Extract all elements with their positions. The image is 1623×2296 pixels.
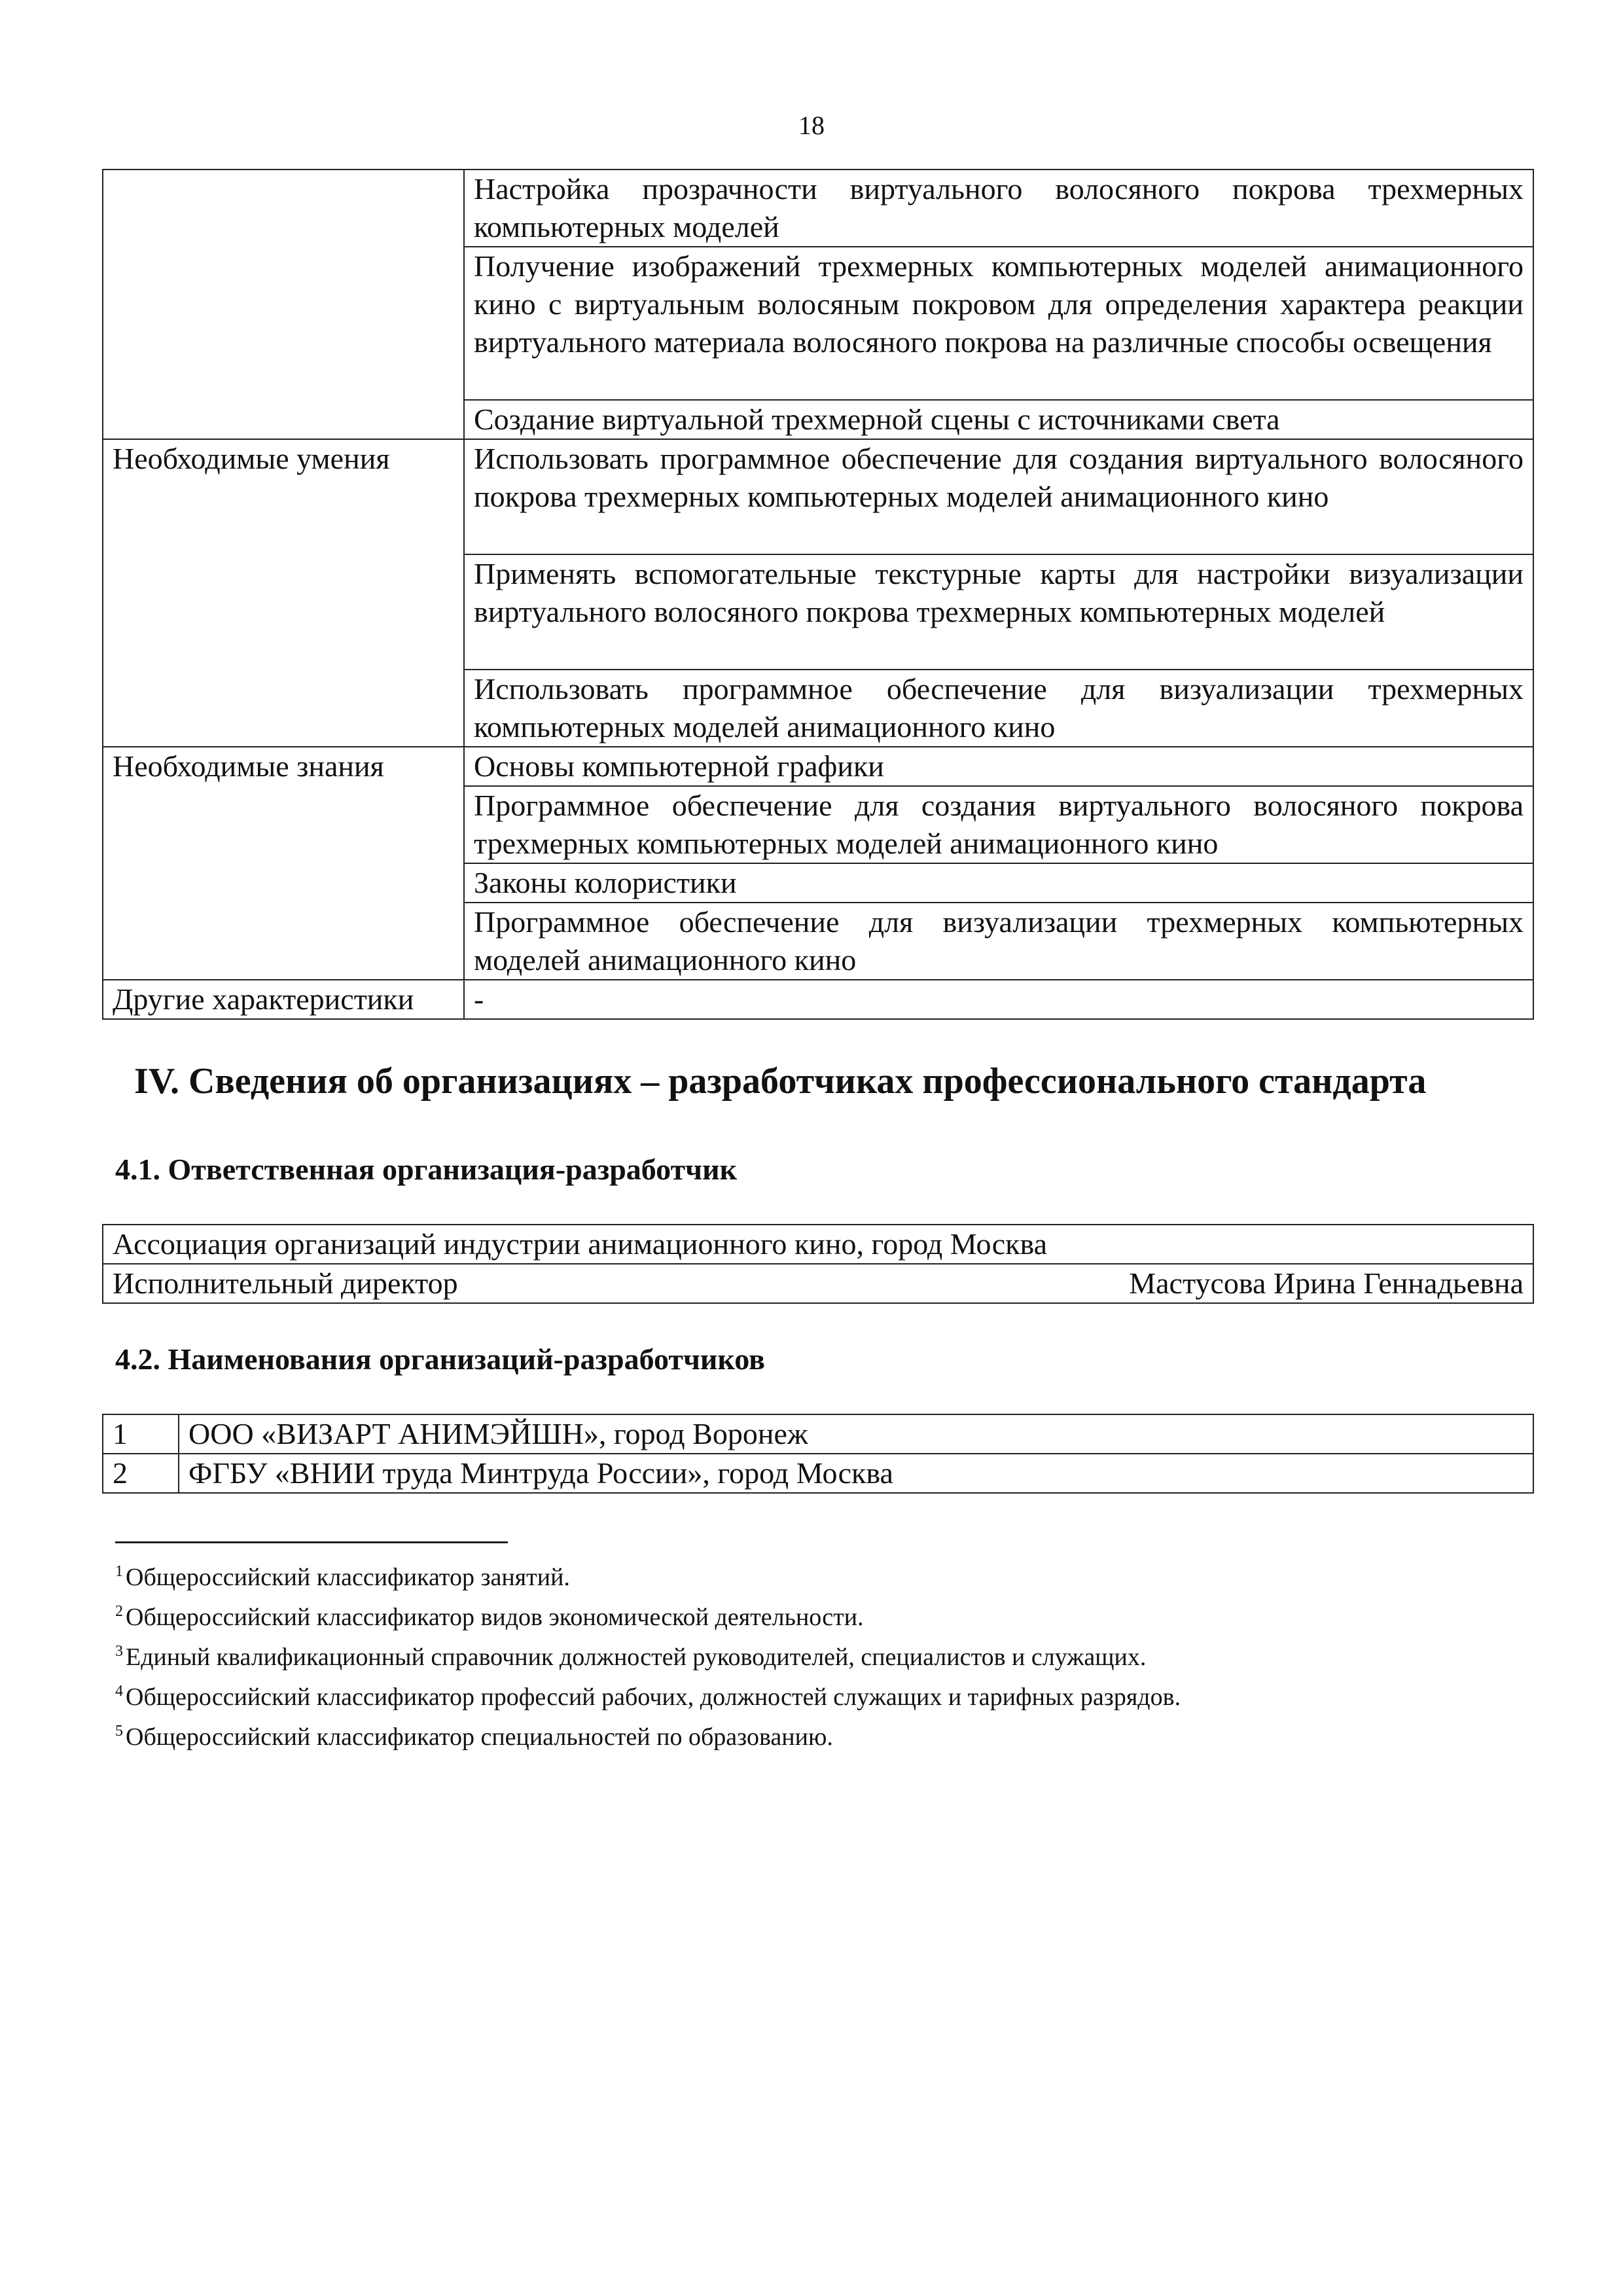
row-text: Программное обеспечение для визуализации трехмерных компьютерных моделей анимационного кино bbox=[464, 903, 1533, 980]
table-row bbox=[103, 670, 1533, 747]
footnote-text: Общероссийский классификатор специальностей по образованию. bbox=[126, 1723, 833, 1751]
row-label: Необходимые знания bbox=[103, 747, 464, 786]
row-text: Программное обеспечение для создания виртуального волосяного покрова трехмерных компьютерных моделей анимационного кино bbox=[464, 786, 1533, 863]
footnote-text: Общероссийский классификатор видов экономической деятельности. bbox=[126, 1604, 864, 1631]
table-row bbox=[103, 439, 1533, 554]
row-text: Использовать программное обеспечение для визуализации трехмерных компьютерных моделей анимационного кино bbox=[464, 670, 1533, 747]
row-label bbox=[103, 863, 464, 903]
row-label bbox=[103, 554, 464, 670]
director-position: Исполнительный директор bbox=[113, 1266, 458, 1300]
footnote-number: 4 bbox=[115, 1683, 123, 1700]
row-text: Создание виртуальной трехмерной сцены с источниками света bbox=[464, 400, 1533, 439]
footnote-text: Общероссийский классификатор занятий. bbox=[126, 1564, 570, 1591]
developers-table bbox=[102, 1414, 1534, 1494]
footnote-text: Общероссийский классификатор профессий рабочих, должностей служащих и тарифных разрядов. bbox=[126, 1683, 1181, 1711]
row-text: Использовать программное обеспечение для создания виртуального волосяного покрова трехмерных компьютерных моделей анимационного кино bbox=[464, 439, 1533, 554]
footnote bbox=[115, 1634, 1522, 1674]
table-row bbox=[103, 1225, 1533, 1264]
row-label bbox=[103, 247, 464, 400]
developer-num: 1 bbox=[103, 1414, 179, 1454]
table-row bbox=[103, 747, 1533, 786]
footnote-text: Единый квалификационный справочник должностей руководителей, специалистов и служащих. bbox=[126, 1643, 1147, 1671]
row-text: Получение изображений трехмерных компьютерных моделей анимационного кино с виртуальным волосяным покровом для определения характера реакции виртуального материала волосяного покрова на различные способы освещения bbox=[464, 247, 1533, 400]
table-row bbox=[103, 1454, 1533, 1493]
footnote-number: 5 bbox=[115, 1723, 123, 1740]
footnote bbox=[115, 1594, 1522, 1634]
org-director-row bbox=[103, 1264, 1533, 1303]
section-title: IV. Сведения об организациях – разработчиках профессионального стандарта bbox=[134, 1061, 1427, 1102]
org-name: Ассоциация организаций индустрии анимационного кино, город Москва bbox=[103, 1225, 1533, 1264]
row-text: - bbox=[464, 980, 1533, 1019]
competency-table bbox=[102, 169, 1534, 1020]
row-label bbox=[103, 786, 464, 863]
director-name: Мастусова Ирина Геннадьевна bbox=[1129, 1266, 1524, 1300]
row-label bbox=[103, 903, 464, 980]
row-label bbox=[103, 400, 464, 439]
table-row bbox=[103, 786, 1533, 863]
table-row bbox=[103, 554, 1533, 670]
row-text: Настройка прозрачности виртуального волосяного покрова трехмерных компьютерных моделей bbox=[464, 170, 1533, 247]
footnotes bbox=[115, 1554, 1522, 1754]
table-row bbox=[103, 1414, 1533, 1454]
row-text: Применять вспомогательные текстурные карты для настройки визуализации виртуального волосяного покрова трехмерных компьютерных моделей bbox=[464, 554, 1533, 670]
row-text: Основы компьютерной графики bbox=[464, 747, 1533, 786]
footnote-number: 3 bbox=[115, 1643, 123, 1660]
subsection-4-1-title: 4.1. Ответственная организация-разработчик bbox=[115, 1153, 738, 1186]
table-row bbox=[103, 247, 1533, 400]
responsible-org-table bbox=[102, 1224, 1534, 1304]
row-label: Другие характеристики bbox=[103, 980, 464, 1019]
page-number: 18 bbox=[798, 111, 825, 140]
row-label: Необходимые умения bbox=[103, 439, 464, 554]
developer-name: ФГБУ «ВНИИ труда Минтруда России», город Москва bbox=[179, 1454, 1533, 1493]
footnote-number: 1 bbox=[115, 1563, 123, 1580]
footnote bbox=[115, 1554, 1522, 1594]
row-label bbox=[103, 170, 464, 247]
table-row bbox=[103, 980, 1533, 1019]
row-text: Законы колористики bbox=[464, 863, 1533, 903]
table-row bbox=[103, 170, 1533, 247]
footnote-divider bbox=[115, 1541, 508, 1543]
footnote-number: 2 bbox=[115, 1603, 123, 1620]
footnote bbox=[115, 1674, 1522, 1714]
developer-num: 2 bbox=[103, 1454, 179, 1493]
table-row bbox=[103, 400, 1533, 439]
row-label bbox=[103, 670, 464, 747]
table-row bbox=[103, 903, 1533, 980]
table-row bbox=[103, 1264, 1533, 1303]
subsection-4-2-title: 4.2. Наименования организаций-разработчиков bbox=[115, 1342, 765, 1376]
developer-name: ООО «ВИЗАРТ АНИМЭЙШН», город Воронеж bbox=[179, 1414, 1533, 1454]
footnote bbox=[115, 1714, 1522, 1754]
table-row bbox=[103, 863, 1533, 903]
